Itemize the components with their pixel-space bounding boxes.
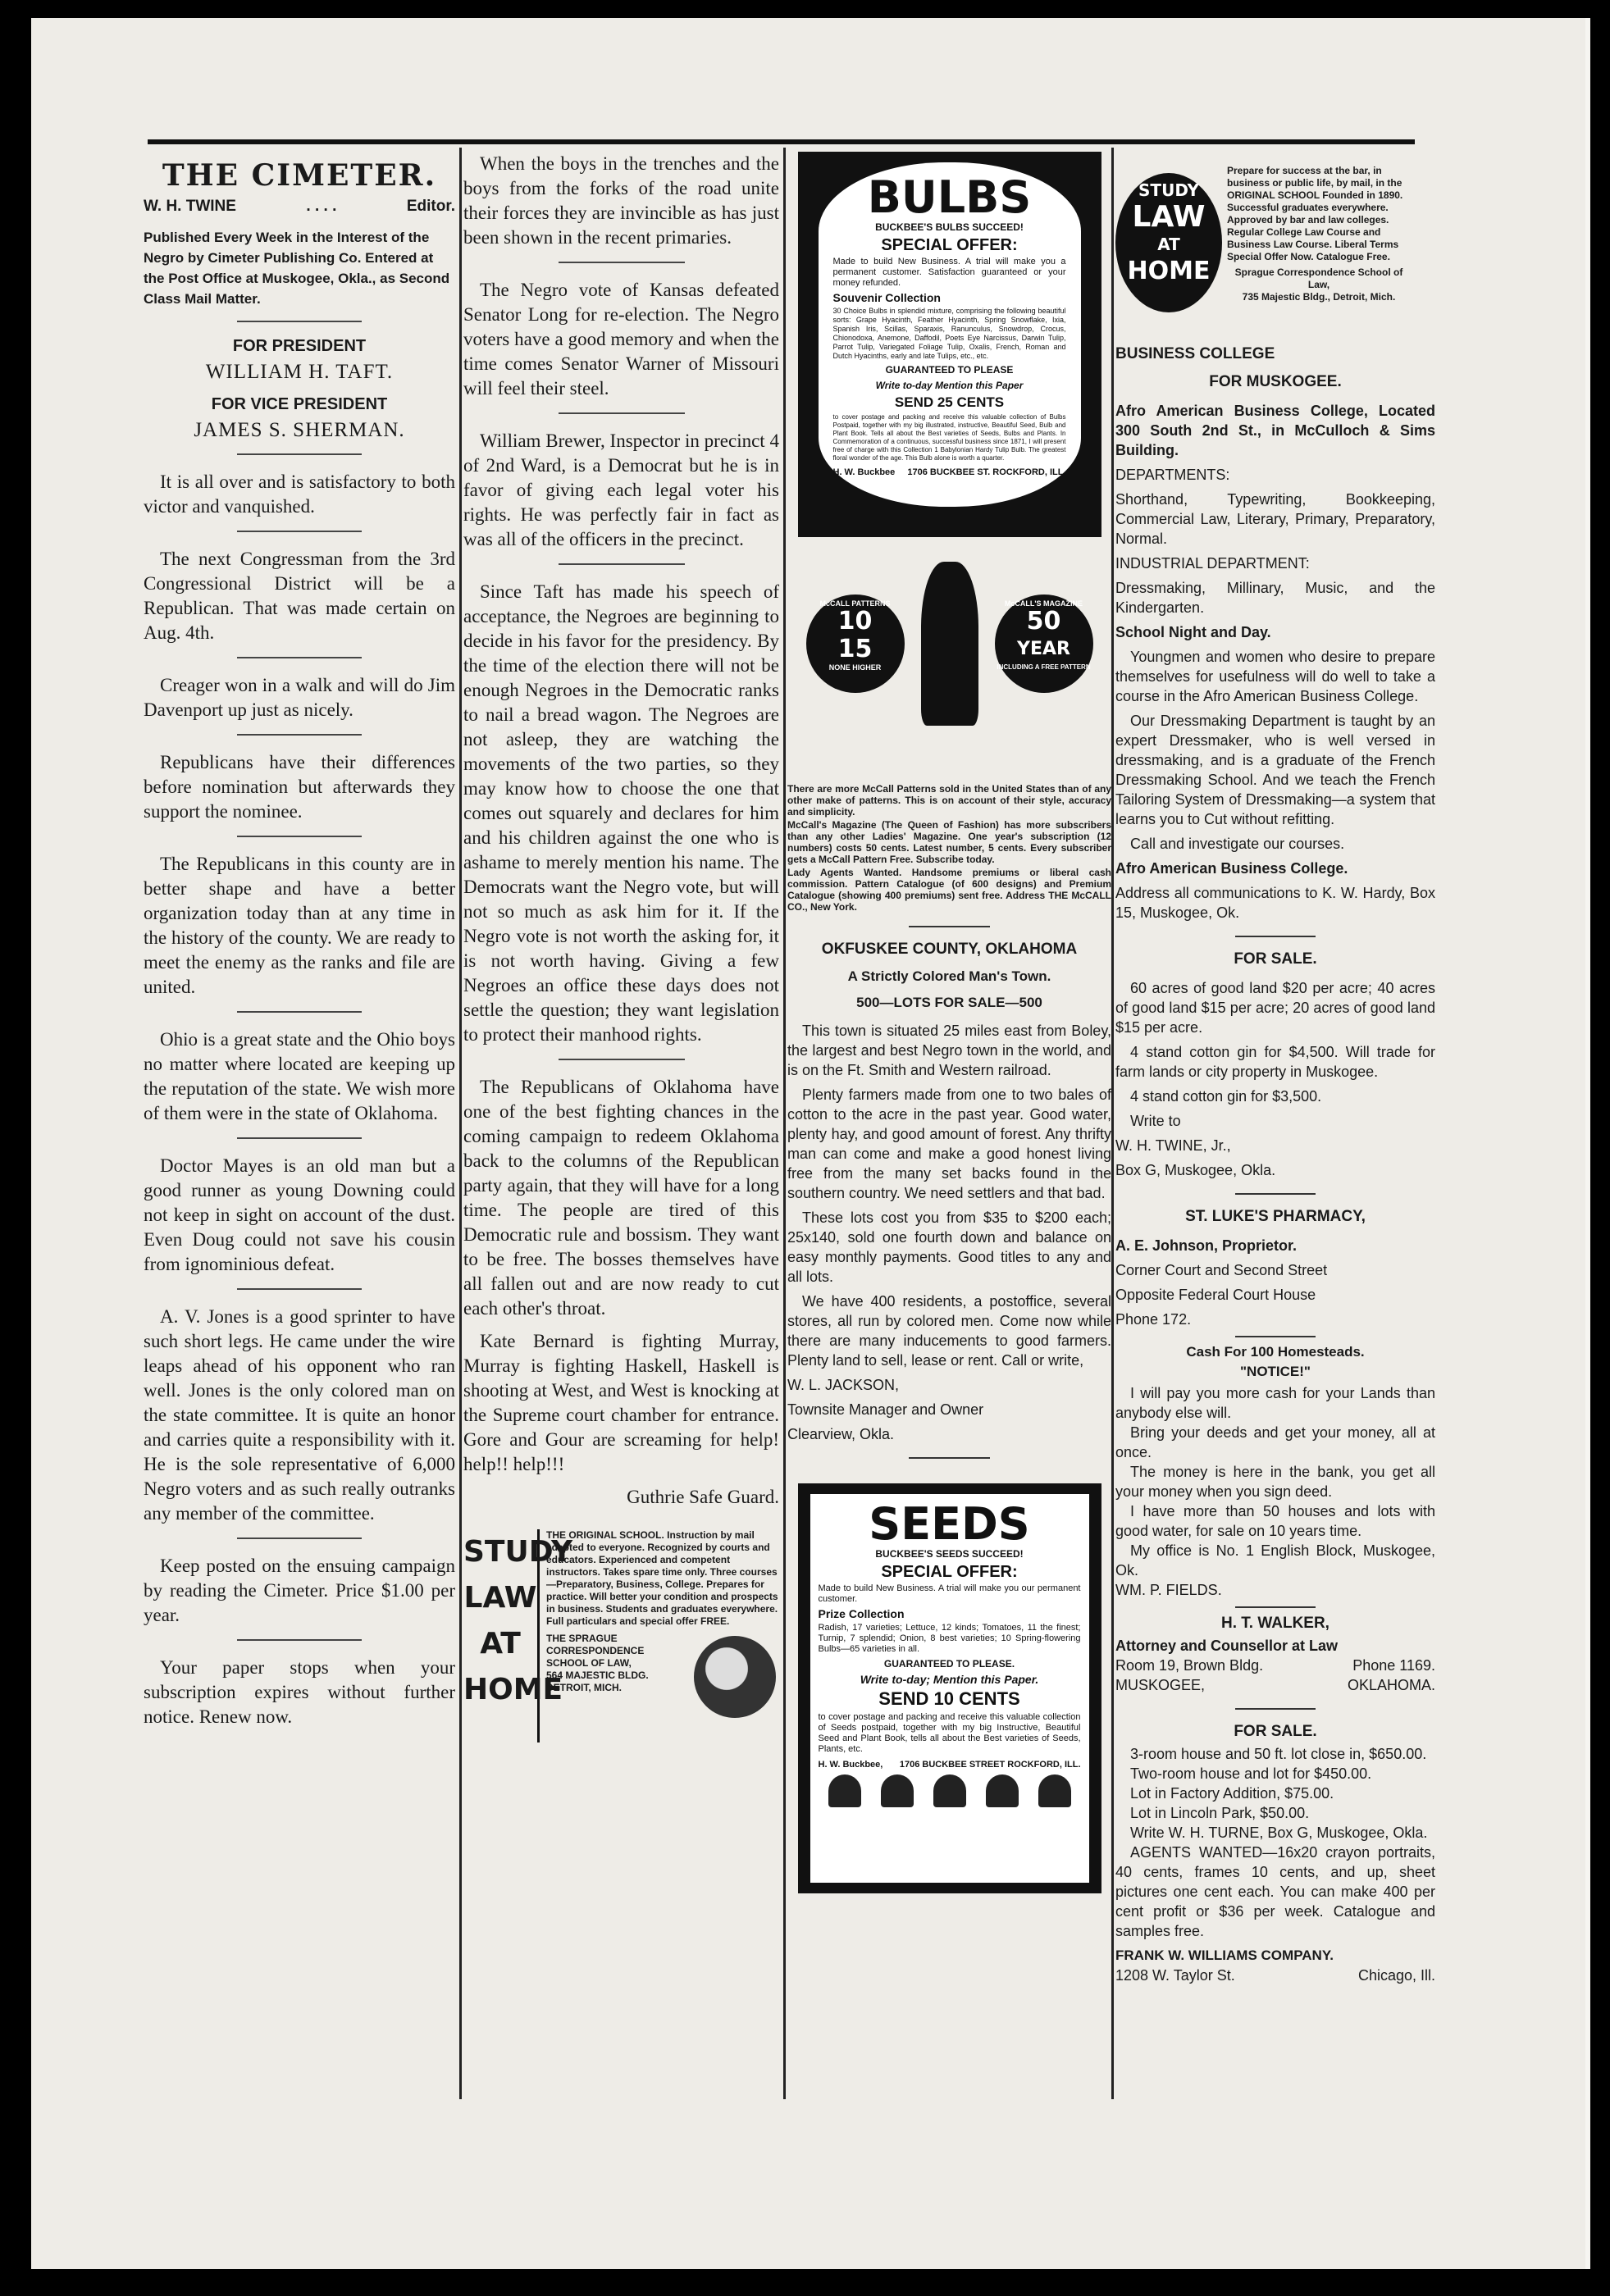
badge-footer: NONE HIGHER: [828, 663, 882, 672]
homesteads-heading: Cash For 100 Homesteads.: [1186, 1344, 1365, 1360]
mccall-magazine-badge: [995, 594, 1093, 693]
editor-dots: . . . .: [306, 198, 337, 215]
president-name: WILLIAM H. TAFT.: [205, 361, 394, 383]
pharmacy-address: Corner Court and Second Street: [1115, 1262, 1328, 1278]
okfuskee-signature: W. L. JACKSON,: [787, 1377, 900, 1393]
okfuskee-signature: Townsite Manager and Owner: [787, 1401, 984, 1418]
editorial-paragraph: Since Taft has made his speech of acceptance, the Negroes are beginning to decide in his favor for the presidency. By the time of the election there will not be enough Negroes in the Democratic ranks to nail a bread wagon. The Negroes are not asleep, they are watching the movements of the two parties, so they may know how to choose the one that comes out squarely and declares for him and his children against the one who is ashame to merely mention his name. The Democrats want the Negro vote, but will not so much as ask him for it. If the Negro vote is not worth the asking for, it is not worth having. Giving a few Negroes an office these days does not settle the question; they want legislation to protect their manhood rights.: [463, 581, 779, 1045]
pharmacy-address: Opposite Federal Court House: [1115, 1287, 1316, 1303]
ad-word: HOME: [1127, 257, 1211, 285]
for-sale-paragraph: 3-room house and 50 ft. lot close in, $650.00.: [1130, 1746, 1427, 1762]
bulbs-ad-panel: [819, 162, 1081, 507]
divider: [909, 1457, 990, 1459]
walker-city: MUSKOGEE,: [1115, 1677, 1206, 1693]
badge-sub: YEAR: [1017, 639, 1070, 659]
editor-line: [144, 198, 455, 216]
divider: [1235, 936, 1316, 937]
walker-title: Attorney and Counsellor at Law: [1115, 1638, 1339, 1654]
for-sale-paragraph: 4 stand cotton gin for $3,500.: [1130, 1088, 1322, 1105]
ad-footer: [833, 467, 1066, 477]
editorial-paragraph: When the boys in the trenches and the boys from the forks of the road unite their forces they are invincible as has just been shown in the recent primaries.: [463, 153, 779, 248]
ad-text: Made to build New Business. A trial will make you a permanent customer. Satisfaction guaranteed or your money refunded.: [832, 257, 1066, 288]
badge-number: 15: [837, 635, 873, 663]
divider: [237, 734, 362, 736]
homesteads-signature: WM. P. FIELDS.: [1115, 1582, 1222, 1598]
ad-address: 1706 BUCKBEE STREET ROCKFORD, ILL.: [899, 1760, 1081, 1770]
business-address: Address all communications to K. W. Hardy, Box 15, Muskogee, Ok.: [1115, 885, 1435, 921]
departments-text: Shorthand, Typewriting, Bookkeeping, Commercial Law, Literary, Primary, Preparatory, Normal.: [1115, 491, 1435, 547]
badge-footer: INCLUDING A FREE PATTERN: [997, 663, 1091, 671]
ad-body: THE ORIGINAL SCHOOL. Instruction by mail adapted to everyone. Recognized by courts and educators. Experienced and competent instructors. Takes spare time only. Three courses—Preparatory, Business, College. Prepares for practice. Will better your condition and prospects in business. Students and graduates everywhere. Full particulars and special offer FREE.: [546, 1529, 778, 1627]
divider: [237, 1639, 362, 1641]
editorial-paragraph: The Republicans of Oklahoma have one of the best fighting chances in the coming campaign to redeem Oklahoma back to the columns of the Republican party again, that they will have for a long time. The people are tired of this Democratic rule and bossism. They want to be free. The bosses themselves have all fallen out and are now ready to cut each other's throat.: [463, 1077, 779, 1319]
editorial-paragraph: Creager won in a walk and will do Jim Davenport up just as nicely.: [144, 675, 455, 720]
ad-school: Sprague Correspondence School of Law,: [1234, 266, 1403, 290]
ad-footer: [819, 1760, 1081, 1770]
bulbs-ad: [798, 152, 1101, 537]
editorial-paragraph: Your paper stops when your subscription expires without further notice. Renew now.: [144, 1657, 455, 1727]
column-3: [787, 152, 1111, 1893]
for-sale-paragraph: Write to: [1130, 1113, 1181, 1129]
ad-send: SEND 25 CENTS: [894, 394, 1005, 410]
editorial-paragraph: Kate Bernard is fighting Murray, Murray is fighting Haskell, Haskell is shooting at West, and West is knocking at the Supreme court chamber for entrance. Gore and Gour are screaming for help! help!! help!!!: [463, 1331, 779, 1474]
column-rule-1: [459, 148, 462, 2099]
walker-phone: Phone 1169.: [1352, 1657, 1435, 1674]
vegetable-icon: [828, 1774, 861, 1807]
ad-subtitle: BUCKBEE'S SEEDS SUCCEED!: [875, 1548, 1024, 1560]
ad-write: Write to-day Mention this Paper: [875, 380, 1024, 391]
ad-title: SEEDS: [869, 1498, 1030, 1550]
walker-room: Room 19, Brown Bldg.: [1115, 1657, 1264, 1674]
walker-state: OKLAHOMA.: [1347, 1677, 1435, 1693]
ad-collection: Souvenir Collection: [832, 291, 941, 304]
badge-label: McCALL'S MAGAZINE: [1004, 599, 1083, 608]
mccall-text: Lady Agents Wanted. Handsome premiums or liberal cash commission. Pattern Catalogue (of 600 designs) and Premium Catalogue (showing 400 premiums) sent free. Address THE McCALL CO., New York.: [787, 867, 1111, 913]
divider: [559, 412, 685, 414]
for-sale-signature: W. H. TWINE, Jr.,: [1115, 1137, 1231, 1154]
divider: [559, 262, 685, 263]
study-law-text: [540, 1529, 779, 1742]
publication-notice: Published Every Week in the Interest of the Negro by Cimeter Publishing Co. Entered at the Post Office at Muskogee, Okla., as Second Class Mail Matter.: [144, 230, 450, 307]
ad-title: BULBS: [867, 171, 1032, 223]
column-2: [463, 152, 779, 1742]
vegetable-icon: [986, 1774, 1019, 1807]
homesteads-paragraph: I have more than 50 houses and lots with good water, for sale on 10 years time.: [1115, 1503, 1435, 1539]
editorial-paragraph: The Negro vote of Kansas defeated Senator Long for re-election. The Negro voters have a good memory and when the time comes Senator Warner of Missouri will feel their steel.: [463, 280, 779, 399]
ad-school: THE SPRAGUE CORRESPONDENCE SCHOOL OF LAW,: [546, 1633, 645, 1669]
study-law-ad: [1115, 165, 1411, 337]
seeds-ad-panel: [810, 1494, 1089, 1883]
ad-word: AT: [1157, 235, 1180, 254]
column-4: [1115, 152, 1435, 1985]
vegetable-icon: [933, 1774, 966, 1807]
okfuskee-paragraph: This town is situated 25 miles east from Boley, the largest and best Negro town in the world, and is on the Ft. Smith and Western railroad.: [787, 1023, 1111, 1078]
school-hours: School Night and Day.: [1115, 624, 1271, 640]
editorial-paragraph: Ohio is a great state and the Ohio boys no matter where located are keeping up the reputation of the state. We wish more of them were in the state of Oklahoma.: [144, 1029, 455, 1123]
left-scan-border: [0, 0, 10, 2296]
ad-subtitle: BUCKBEE'S BULBS SUCCEED!: [875, 221, 1024, 233]
williams-city: Chicago, Ill.: [1357, 1967, 1435, 1984]
williams-address: [1115, 1966, 1435, 1985]
okfuskee-lots: 500—LOTS FOR SALE—500: [856, 995, 1042, 1010]
study-law-words: [463, 1529, 573, 1742]
masthead-title: THE CIMETER.: [162, 158, 437, 193]
business-college-heading-2: FOR MUSKOGEE.: [1209, 373, 1342, 390]
ad-word: HOME: [463, 1673, 563, 1706]
for-vice-president-label: FOR VICE PRESIDENT: [211, 395, 388, 413]
for-sale-signature: Box G, Muskogee, Okla.: [1115, 1162, 1276, 1178]
okfuskee-paragraph: Plenty farmers made from one to two bales of cotton to the acre in the past year. Good water, plenty hay, and good amount of forest. Any thrifty man can come and make a good honest living free from the many set backs found in the southern country. We need settlers and that bad.: [787, 1086, 1111, 1201]
seeds-ad: [798, 1483, 1101, 1893]
for-sale-paragraph: 60 acres of good land $20 per acre; 40 acres of good land $15 per acre; 20 acres of good land $15 per acre.: [1115, 980, 1435, 1036]
portrait-illustration: [694, 1636, 776, 1718]
divider: [1235, 1708, 1316, 1710]
vegetable-illustrations: [819, 1774, 1081, 1807]
editor-role: Editor.: [406, 198, 455, 215]
pharmacy-heading: ST. LUKE'S PHARMACY,: [1185, 1208, 1366, 1225]
ad-word: AT: [480, 1627, 521, 1660]
agents-wanted: AGENTS WANTED—16x20 crayon portraits, 40 cents, frames 10 cents, and up, sheet pictures one cent each. You can make 400 per cent profit or $36 per week. Catalogue and samples free.: [1115, 1844, 1435, 1939]
walker-location: [1115, 1675, 1435, 1695]
divider: [237, 531, 362, 532]
divider: [237, 1011, 362, 1013]
mccall-patterns-badge: [806, 594, 905, 693]
divider: [909, 926, 990, 927]
ad-offer: SPECIAL OFFER:: [881, 236, 1018, 254]
okfuskee-subheading: A Strictly Colored Man's Town.: [847, 968, 1051, 984]
study-law-ad-small: [463, 1529, 779, 1742]
business-name: Afro American Business College.: [1115, 860, 1348, 877]
business-paragraph: Our Dressmaking Department is taught by an expert Dressmaker, who is well versed in dressmaking, and is a graduate of the French Dressmaking School. And we teach the French Tailoring System of Dressmaking—a system that learns you to Cut without refitting.: [1115, 713, 1435, 827]
homesteads-paragraph: I will pay you more cash for your Lands than anybody else will.: [1115, 1385, 1435, 1421]
walker-office: [1115, 1656, 1435, 1675]
homesteads-paragraph: My office is No. 1 English Block, Muskogee, Ok.: [1115, 1542, 1435, 1578]
walker-heading: H. T. WALKER,: [1221, 1615, 1330, 1632]
dress-figure-illustration: [921, 562, 978, 726]
for-sale-paragraph: Lot in Factory Addition, $75.00.: [1130, 1785, 1334, 1802]
homesteads-paragraph: The money is here in the bank, you get all your money when you sign deed.: [1115, 1464, 1435, 1500]
vegetable-icon: [881, 1774, 914, 1807]
business-paragraph: Call and investigate our courses.: [1130, 836, 1345, 852]
ad-guarantee: GUARANTEED TO PLEASE.: [883, 1658, 1015, 1670]
top-rule: [148, 139, 1415, 144]
ad-text: 30 Choice Bulbs in splendid mixture, comprising the following beautiful sorts: Grape Hyacinth, Feather Hyacinth, Spring Snowflake, Ixia, Spanish Iris, Scillas, Sparaxis, Ranunculus, Snowdrop, Crocus, Chionodoxa, Anemone, Daffodil, Poets Eye Narcissus, Darwin Tulip, Parrot Tulip, Variegated Foliage Tulip, Oxalis, French, Roman and Dutch Hyacinths, early and late Tulips, etc., etc.: [832, 307, 1066, 360]
study-law-text: [1227, 165, 1411, 337]
homesteads-paragraph: Bring your deeds and get your money, all at once.: [1115, 1424, 1435, 1460]
vegetable-icon: [1038, 1774, 1071, 1807]
ad-text: Radish, 17 varieties; Lettuce, 12 kinds; Tomatoes, 11 the finest; Turnip, 7 splendid; Onion, 8 best varieties; 10 Spring-flowering Bulbs—65 varieties in all.: [818, 1623, 1081, 1654]
editorial-paragraph: Republicans have their differences before nomination but afterwards they support the nominee.: [144, 752, 455, 822]
business-paragraph: Youngmen and women who desire to prepare themselves for usefulness will do well to take a course in the Afro American Business College.: [1115, 649, 1435, 704]
pharmacy-phone: Phone 172.: [1115, 1311, 1192, 1328]
for-sale-heading: FOR SALE.: [1234, 950, 1317, 968]
ad-text: to cover postage and packing and receive this valuable collection of Bulbs Postpaid, together with my big illustrated, instructive, Beautiful Seed, Bulb and Plant Book. Tells all about the Best varieties of Seeds, Bulbs and Plants. In Commemoration of a continuous, successful business since 1871, I will present free of charge with this Collection 1 Babylonian Hardy Tulip Bulb. The greatest floral wonder of the age. This Bulb alone is worth a quarter.: [832, 413, 1066, 462]
editorial-paragraph: William Brewer, Inspector in precinct 4 of 2nd Ward, is a Democrat but he is in favor of giving each legal voter his rights. He was perfectly fair in fact as was all of the officers in the precinct.: [463, 430, 779, 549]
departments-label: DEPARTMENTS:: [1115, 467, 1230, 483]
for-sale-paragraph: Lot in Lincoln Park, $50.00.: [1130, 1805, 1310, 1821]
ad-name: H. W. Buckbee: [832, 467, 896, 477]
badge-label: McCALL PATTERNS: [819, 599, 891, 608]
mccall-text: McCall's Magazine (The Queen of Fashion) has more subscribers than any other Ladies' Magazine. One year's subscription (12 numbers) costs 50 cents. Latest number, 5 cents. Every subscriber gets a McCall Pattern Free. Subscribe today.: [787, 819, 1111, 865]
homesteads-notice: "NOTICE!": [1239, 1364, 1311, 1379]
column-1: [144, 152, 455, 1738]
business-college-intro: Afro American Business College, Located 300 South 2nd St., in McCulloch & Sims Building.: [1115, 403, 1435, 458]
okfuskee-paragraph: We have 400 residents, a postoffice, several stores, all run by colored men. Come now while there are many inducements to good farmers. Plenty land to sell, lease or rent. Call or write,: [787, 1293, 1111, 1369]
ad-text: to cover postage and packing and receive this valuable collection of Seeds postpaid, together with my big Instructive, Beautiful Seed and Plant Book, tells all about the Best varieties of Seeds, Plants, etc.: [818, 1712, 1081, 1754]
ad-word: LAW: [463, 1581, 537, 1615]
editorial-paragraph: Doctor Mayes is an old man but a good runner as young Downing could not keep in sight on account of the dust. Even Doug could not save his cousin from ignominious defeat.: [144, 1155, 455, 1274]
editorial-paragraph: The next Congressman from the 3rd Congressional District will be a Republican. That was made certain on Aug. 4th.: [144, 549, 455, 643]
for-sale-heading-2: FOR SALE.: [1234, 1723, 1317, 1740]
okfuskee-paragraph: These lots cost you from $35 to $200 each; 25x140, sold one fourth down and balance on easy monthly payments. Good titles to any and all lots.: [787, 1210, 1111, 1285]
editorial-paragraph: It is all over and is satisfactory to both victor and vanquished.: [144, 472, 455, 517]
ad-send: SEND 10 CENTS: [878, 1688, 1020, 1709]
badge-number: 10: [837, 607, 873, 636]
williams-heading: FRANK W. WILLIAMS COMPANY.: [1115, 1947, 1334, 1963]
divider: [559, 563, 685, 565]
divider: [1235, 1606, 1316, 1608]
for-sale-paragraph: Two-room house and lot for $450.00.: [1130, 1765, 1372, 1782]
for-president-label: FOR PRESIDENT: [232, 337, 367, 355]
ad-word: LAW: [1132, 200, 1206, 234]
divider: [237, 321, 362, 322]
ad-name: H. W. Buckbee,: [818, 1760, 883, 1770]
okfuskee-heading: OKFUSKEE COUNTY, OKLAHOMA: [821, 941, 1078, 958]
ad-body: Prepare for success at the bar, in business or public life, by mail, in the ORIGINAL SCHOOL Founded in 1890. Successful graduates everywhere. Approved by bar and law colleges. Regular College Law Course and Business Law Course. Liberal Terms Special Offer Now. Catalogue Free.: [1227, 165, 1403, 262]
industrial-text: Dressmaking, Millinary, Music, and the Kindergarten.: [1115, 580, 1435, 616]
mccall-ad: [798, 562, 1101, 767]
editorial-paragraph: Keep posted on the ensuing campaign by reading the Cimeter. Price $1.00 per year.: [144, 1556, 455, 1625]
ad-write: Write to-day; Mention this Paper.: [860, 1673, 1039, 1686]
divider: [559, 1059, 685, 1060]
ad-prize: Prize Collection: [818, 1607, 905, 1620]
divider: [237, 836, 362, 837]
okfuskee-signature: Clearview, Okla.: [787, 1426, 895, 1442]
vice-president-name: JAMES S. SHERMAN.: [194, 419, 405, 441]
divider: [1235, 1336, 1316, 1337]
divider: [237, 1288, 362, 1290]
divider: [1235, 1193, 1316, 1195]
for-sale-paragraph: 4 stand cotton gin for $4,500. Will trade for farm lands or city property in Muskogee.: [1115, 1044, 1435, 1080]
pharmacy-proprietor: A. E. Johnson, Proprietor.: [1115, 1237, 1298, 1254]
column-rule-3: [1111, 148, 1114, 2099]
column-rule-2: [783, 148, 786, 2099]
study-law-oval: [1115, 173, 1222, 312]
divider: [237, 1137, 362, 1139]
divider: [237, 453, 362, 455]
source-credit: Guthrie Safe Guard.: [627, 1487, 779, 1507]
editorial-paragraph: A. V. Jones is a good sprinter to have such short legs. He came under the wire leaps ahead of his opponent who ran well. Jones is the only colored man on the state committee. It is quite an honor and carries quite a responsibility with it. He is the sole representative of 6,000 Negro voters and as such really outranks any member of the committee.: [144, 1306, 455, 1524]
ad-address: 564 MAJESTIC BLDG. DETROIT, MICH.: [546, 1670, 649, 1693]
badge-number: 50: [1026, 607, 1061, 636]
editor-name: W. H. TWINE: [144, 198, 236, 215]
williams-street: 1208 W. Taylor St.: [1115, 1967, 1235, 1984]
ad-word: STUDY: [1138, 180, 1199, 200]
ad-guarantee: GUARANTEED TO PLEASE: [885, 364, 1014, 376]
ad-offer: SPECIAL OFFER:: [881, 1563, 1018, 1581]
industrial-label: INDUSTRIAL DEPARTMENT:: [1115, 555, 1310, 572]
business-college-heading: BUSINESS COLLEGE: [1115, 345, 1275, 362]
editorial-paragraph: The Republicans in this county are in better shape and have a better organization today than at any time in the history of the county. We are ready to meet the enemy as the ranks and file are united.: [144, 854, 455, 997]
divider: [237, 657, 362, 658]
ad-address: 735 Majestic Bldg., Detroit, Mich.: [1242, 291, 1396, 303]
ad-address: 1706 BUCKBEE ST. ROCKFORD, ILL.: [907, 467, 1066, 477]
mccall-text: There are more McCall Patterns sold in the United States than of any other make of patterns. This is on account of their style, accuracy and simplicity.: [787, 783, 1111, 818]
ad-text: Made to build New Business. A trial will make you our permanent customer.: [818, 1583, 1081, 1604]
for-sale-paragraph: Write W. H. TURNE, Box G, Muskogee, Okla.: [1130, 1824, 1428, 1841]
ad-word: STUDY: [463, 1535, 573, 1569]
mccall-graphic: [798, 562, 1101, 734]
divider: [237, 1538, 362, 1539]
